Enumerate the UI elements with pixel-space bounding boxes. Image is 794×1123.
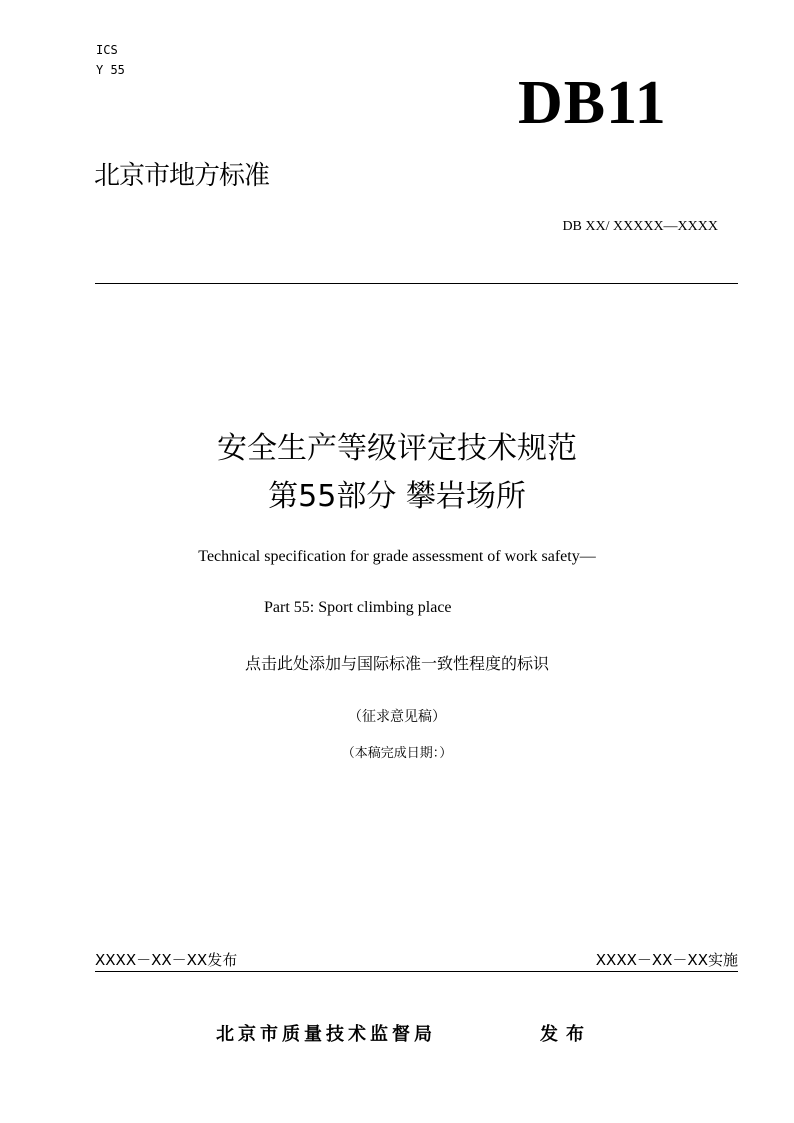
document-title-line1: 安全生产等级评定技术规范 (217, 431, 577, 466)
classification-code: Y 55 (96, 63, 125, 77)
english-title-line2: Part 55: Sport climbing place (264, 599, 452, 616)
english-title-line1: Technical specification for grade assessment of work safety— (198, 548, 596, 565)
standard-number: DB XX/ XXXXX—XXXX (562, 219, 718, 234)
issue-label: 发布 (540, 1024, 592, 1045)
draft-completion-date: （本稿完成日期：） (341, 746, 453, 761)
bottom-divider (95, 971, 738, 972)
standard-code: DB11 (518, 69, 667, 137)
conformity-placeholder[interactable]: 点击此处添加与国际标准一致性程度的标识 (244, 654, 549, 673)
document-title-line2: 第55部分 攀岩场所 (268, 479, 526, 514)
draft-status: （征求意见稿） (348, 709, 446, 725)
implement-date: XXXX－XX－XX实施 (595, 951, 738, 969)
publish-date: XXXX－XX－XX发布 (95, 951, 238, 969)
issuing-authority: 北京市质量技术监督局 (216, 1024, 436, 1045)
top-divider (95, 283, 738, 284)
standard-type: 北京市地方标准 (94, 161, 270, 191)
ics-label: ICS (96, 43, 118, 57)
ics-block (96, 40, 125, 80)
